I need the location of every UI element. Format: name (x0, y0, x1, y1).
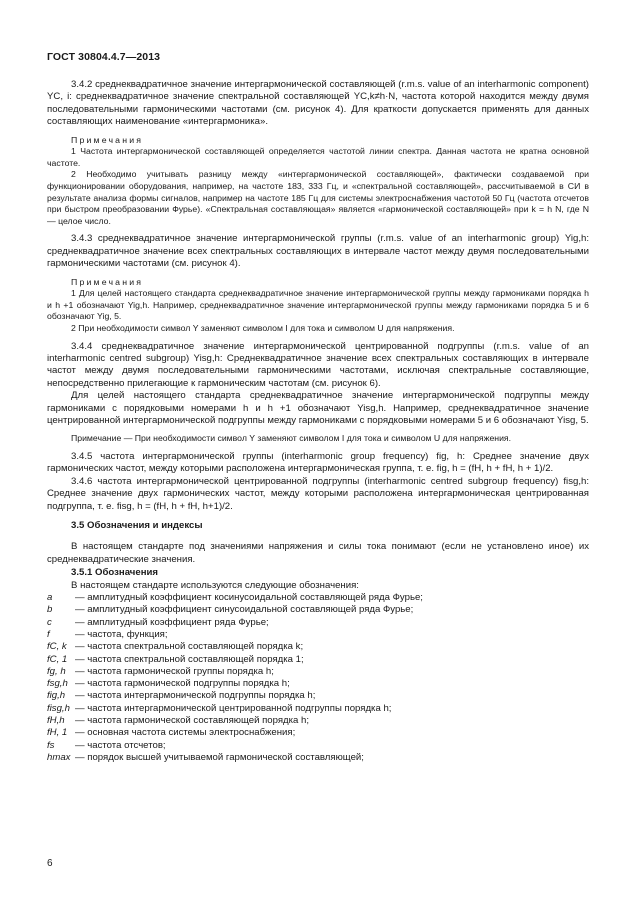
symbol-row (47, 629, 589, 641)
symbol-definition: — основная частота системы электроснабжения; (75, 727, 296, 739)
symbol-definition: — амплитудный коэффициент синусоидальной составляющей ряда Фурье; (75, 604, 414, 616)
symbol-term: fisg,h (47, 702, 70, 714)
symbol-term: f (47, 628, 50, 640)
symbol-definition: — частота гармонической группы порядка h; (75, 665, 274, 677)
symbol-definition: — амплитудный коэффициент ряда Фурье; (75, 616, 269, 628)
paragraph-3-4-6: 3.4.6 частота интергармонической центрированной подгруппы (interharmonic centred subgroup frequency) fisg,h: Среднее значение двух гармонических частот, между которыми расположена интергармоническая центрированная подгруппа, т. е. fisg, h = (fH, h + fH, h+1)/2. (47, 475, 589, 512)
symbol-row (47, 641, 589, 653)
symbol-row (47, 740, 589, 752)
page-number: 6 (47, 858, 53, 869)
symbol-definition: — частота отсчетов; (75, 739, 166, 751)
paragraph-3-4-5: 3.4.5 частота интергармонической группы (interharmonic group frequency) fig, h: Среднее значение двух гармонических частот, между которыми расположена интергармоническая группа, т. е. fig, h = (fH, h + fH, h + 1)/2. (47, 451, 589, 475)
section-3-5-1-title: 3.5.1 Обозначения (71, 567, 158, 579)
symbol-row (47, 752, 589, 764)
note-3-4-4: Примечание — При необходимости символ Y заменяют символом I для тока и символом U для напряжения. (71, 433, 512, 444)
symbol-term: fs (47, 739, 55, 751)
symbol-term: a (47, 592, 53, 604)
symbol-definition: — частота интергармонической центрированной подгруппы порядка h; (75, 702, 392, 714)
symbol-row (47, 678, 589, 690)
symbol-row (47, 727, 589, 739)
note-3-4-3-2: 2 При необходимости символ Y заменяют символом I для тока и символом U для напряжения. (71, 322, 455, 333)
symbol-term: hmax (47, 751, 71, 763)
paragraph-3-5-1: В настоящем стандарте используются следующие обозначения: (71, 579, 359, 591)
symbol-term: fsg,h (47, 678, 68, 690)
symbol-term: fC, k (47, 641, 67, 653)
symbol-term: fig,h (47, 690, 66, 702)
symbol-term: fC, 1 (47, 653, 68, 665)
document-body (47, 79, 589, 764)
document-header: ГОСТ 30804.4.7—2013 (47, 51, 161, 63)
symbol-definition: — частота интергармонической подгруппы порядка h; (75, 690, 316, 702)
symbol-row (47, 666, 589, 678)
symbol-definition: — амплитудный коэффициент косинусоидальной составляющей ряда Фурье; (75, 592, 423, 604)
symbol-definition: — частота, функция; (75, 628, 168, 640)
paragraph-3-5: В настоящем стандарте под значениями напряжения и силы тока понимают (если не установлено иное) их среднеквадратические значения. (47, 541, 589, 565)
symbol-term: fH,h (47, 715, 65, 727)
symbol-row (47, 654, 589, 666)
paragraph-3-4-4: 3.4.4 среднеквадратичное значение интергармонической центрированной подгруппы (r.m.s. value of an interharmonic centred subgroup) Yisg,h: Среднеквадратичное значение всех спектральных составляющих в интервале частот между двумя последовательными гармоническими частотами, исключая спектральные составляющие, непосредственно прилегающие к гармоническим частотам (см. рисунок 6). (47, 340, 589, 389)
paragraph-3-4-4-b: Для целей настоящего стандарта среднеквадратичное значение интергармонической подгруппы между гармониками с порядковыми номерами h и h +1 обозначают Yisg,h. Например, среднеквадратичное значение центрированной интергармонической подгруппы между гармониками с порядковыми номерами 5 и 6 обозначают Yisg, 5. (47, 390, 589, 426)
paragraph-3-4-2: 3.4.2 среднеквадратичное значение интергармонической составляющей (r.m.s. value of an interharmonic component) YC, i: среднеквадратичное значение спектральной составляющей YC,k≠h·N, частота которой находится между двумя последовательными гармоническими частотами (см. рисунок 4). Для краткости допускается применять для данных составляющих наименование «интергармоника». (47, 79, 589, 128)
symbol-term: c (47, 616, 52, 628)
symbol-row (47, 617, 589, 629)
symbol-definition: — частота гармонической подгруппы порядка h; (75, 678, 290, 690)
paragraph-3-4-3: 3.4.3 среднеквадратичное значение интергармонической группы (r.m.s. value of an interharmonic group) Yig,h: среднеквадратичное значение всех спектральных составляющих в интервале частот между двумя последовательными гармоническими частотами (см. рисунок 4). (47, 233, 589, 270)
symbol-definition: — частота спектральной составляющей порядка 1; (75, 653, 304, 665)
symbol-row (47, 592, 589, 604)
symbol-row (47, 715, 589, 727)
notes-heading-2: Примечания (71, 276, 144, 287)
symbol-row (47, 690, 589, 702)
section-3-5-title: 3.5 Обозначения и индексы (71, 520, 203, 532)
symbol-term: fg, h (47, 665, 66, 677)
note-3-4-2-2: 2 Необходимо учитывать разницу между «интергармонической составляющей», фактически создаваемой при функционировании оборудования, например, на частоте 183, 333 Гц, и «спектральной составляющей», рассчитываемой в СИ в результате анализа формы сигналов, например на частоте 185 Гц для системы электроснабжения частотой 50 Гц (частота отсчетов при быстром преобразовании Фурье). «Спектральная составляющая» является «гармонической составляющей» при k = h N, где N — целое число. (47, 169, 589, 226)
symbol-definition: — порядок высшей учитываемой гармонической составляющей; (75, 751, 364, 763)
notes-heading: Примечания (71, 134, 144, 145)
symbol-row (47, 703, 589, 715)
symbol-definition: — частота спектральной составляющей порядка k; (75, 641, 304, 653)
symbol-definition: — частота гармонической составляющей порядка h; (75, 715, 310, 727)
symbol-row (47, 604, 589, 616)
note-3-4-3-1: 1 Для целей настоящего стандарта среднеквадратичное значение интергармонической группы между гармониками порядка h и h +1 обозначают Yig,h. Например, среднеквадратичное значение интергармонической группы между гармониками порядка 5 и 6 обозначают Yig, 5. (47, 288, 589, 322)
symbol-term: b (47, 604, 53, 616)
note-3-4-2-1: 1 Частота интергармонической составляющей определяется частотой линии спектра. Данная частота не кратна основной частоте. (47, 146, 589, 168)
symbol-term: fH, 1 (47, 727, 68, 739)
symbols-list (47, 592, 589, 764)
